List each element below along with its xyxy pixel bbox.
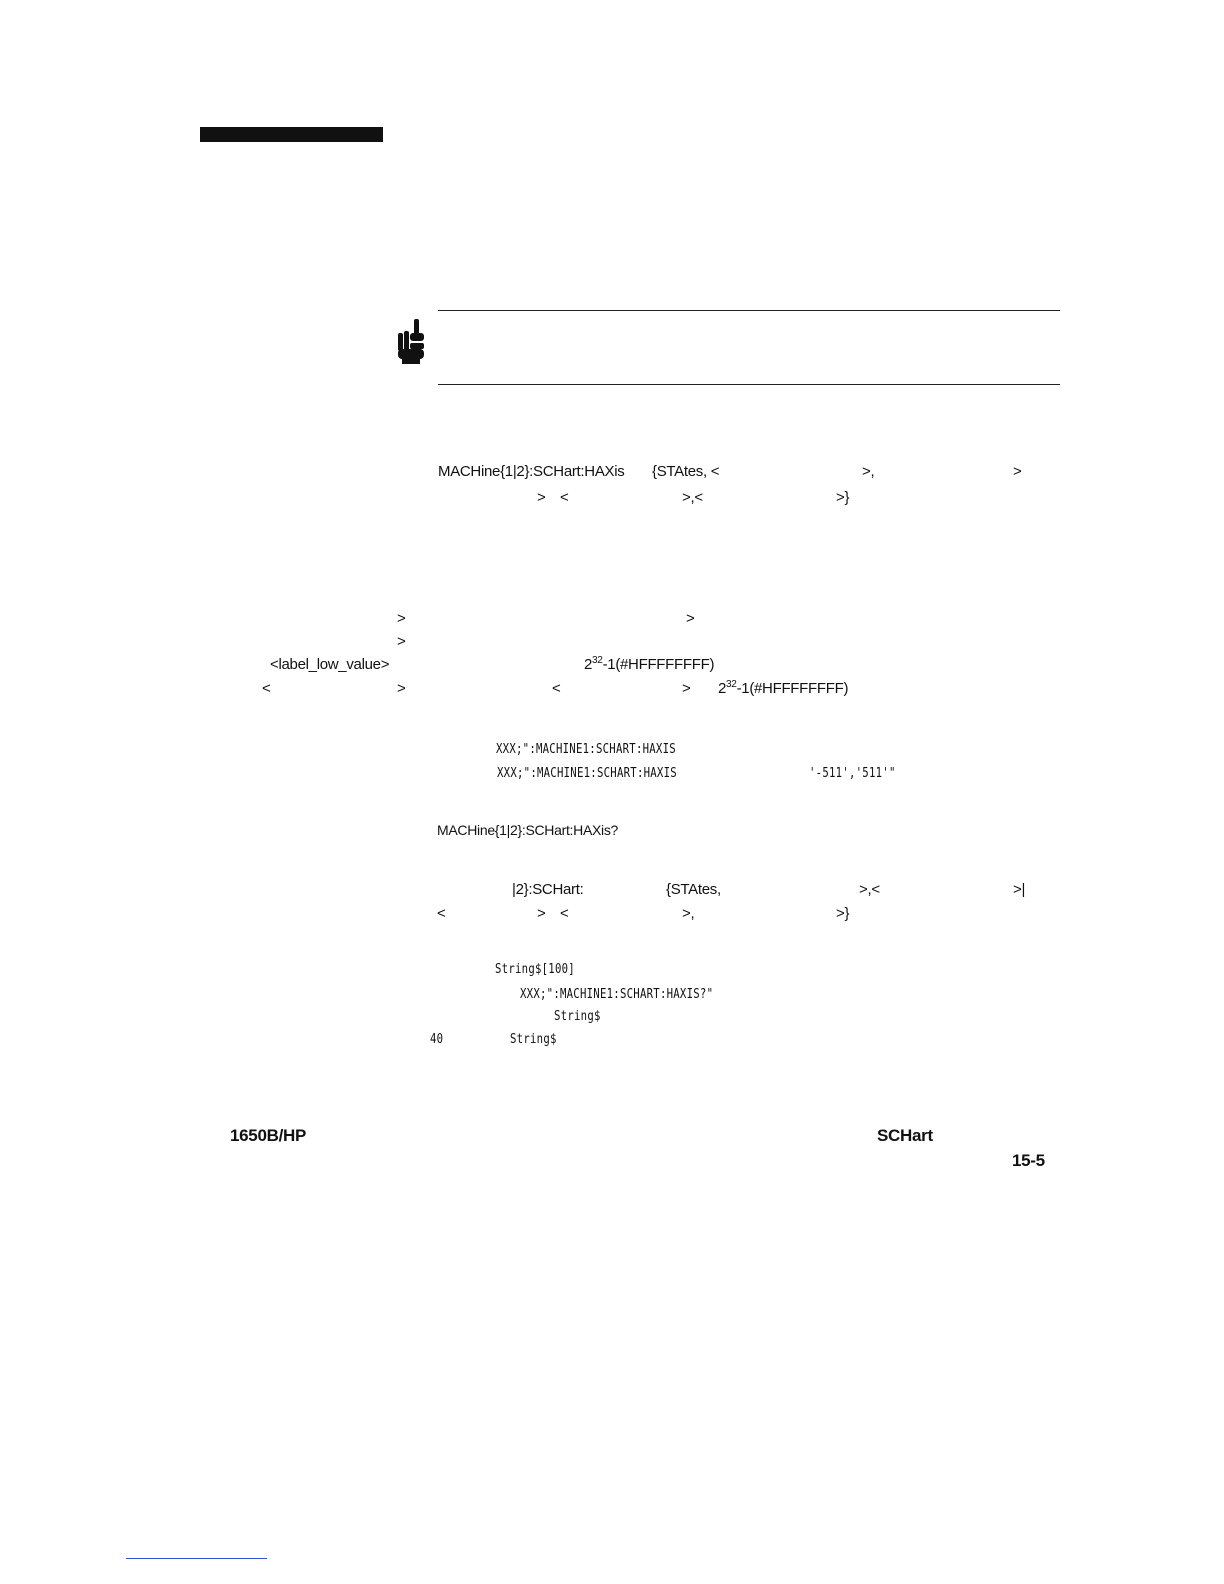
command-syntax-part: > [1013,463,1022,480]
command-syntax-part: < [560,489,569,506]
query-returned: < [560,905,569,922]
query-returned: |2}:SCHart: [512,881,584,898]
param-symbol: < [262,680,271,697]
command-syntax-part: > [537,489,546,506]
page-number: 15-5 [1012,1151,1045,1170]
param-symbol: > [397,610,406,627]
query-returned: >,< [859,881,880,898]
query-returned: >, [682,905,695,922]
param-symbol: > [397,680,406,697]
param-range: $2^{32}-1(\#HFFFFFFFF)$ [584,655,715,673]
param-range: $2^{32}-1(\#HFFFFFFFF)$ [718,679,849,697]
footer-product: 1650B/HP [230,1126,307,1145]
param-symbol: > [682,680,691,697]
example-code-tail: '-511','511'" [809,766,896,781]
command-syntax-part: >, [862,463,875,480]
command-syntax-part: >,< [682,489,703,506]
header-bar [200,127,383,142]
param-symbol: > [686,610,695,627]
query-returned: >| [1013,881,1026,898]
command-syntax: MACHine{1|2}:SCHart:HAXis [438,463,625,480]
param-symbol: > [397,633,406,650]
example-code: XXX;":MACHINE1:SCHART:HAXIS [497,766,677,781]
program-line: String$ [554,1009,601,1024]
query-returned: {STAtes, [666,881,721,898]
query-syntax: MACHine{1|2}:SCHart:HAXis? [437,822,619,838]
param-name: <label_low_value> [270,656,390,673]
pointing-hand-icon [394,317,428,365]
command-syntax-part: >} [836,489,850,506]
command-syntax-part: {STAtes, < [652,463,720,480]
program-line-number: 40 [430,1032,444,1047]
note-bottom-rule [438,384,1060,385]
program-line: String$ [510,1032,557,1047]
footer-section: SCHart [877,1126,933,1145]
program-line: XXX;":MACHINE1:SCHART:HAXIS?" [520,987,714,1002]
bottom-rule [126,1558,267,1559]
query-returned: >} [836,905,850,922]
example-code: XXX;":MACHINE1:SCHART:HAXIS [496,742,676,757]
param-symbol: < [552,680,561,697]
note-top-rule [438,310,1060,311]
query-returned: < [437,905,446,922]
program-line: String$[100] [495,962,575,977]
query-returned: > [537,905,546,922]
